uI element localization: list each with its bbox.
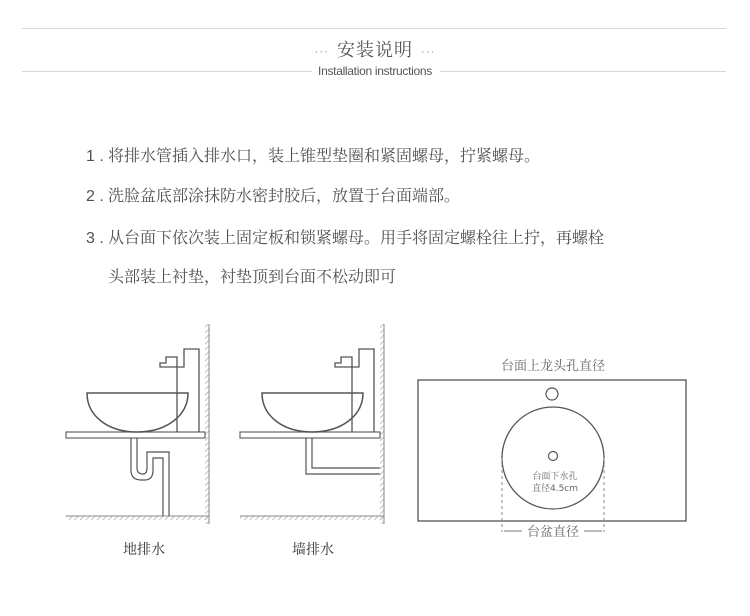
- drain-hole: [549, 452, 558, 461]
- step-number: 1 .: [86, 148, 104, 165]
- faucet-hole-label: 台面上龙头孔直径: [500, 359, 606, 374]
- wall: [205, 324, 209, 524]
- faucet-hole: [546, 388, 558, 400]
- floor: [66, 516, 209, 520]
- basin-diameter-label: 台盆直径: [526, 525, 580, 540]
- countertop-top-view: [418, 358, 686, 540]
- countertop: [66, 432, 205, 438]
- step-text: 洗脸盆底部涂抹防水密封胶后，放置于台面端部。: [108, 186, 461, 205]
- wall: [380, 324, 384, 524]
- step-number: 3 .: [86, 230, 104, 247]
- basin: [87, 393, 188, 432]
- title-dots-left: ···: [314, 44, 329, 59]
- basin: [262, 393, 363, 432]
- drain-hole-label: 台面下水孔: [532, 472, 578, 482]
- step-text: 将排水管插入排水口，装上锥型垫圈和紧固螺母，拧紧螺母。: [108, 146, 541, 165]
- step-text: 头部装上衬垫，衬垫顶到台面不松动即可: [108, 267, 397, 286]
- wall-drain-diagram: [240, 324, 384, 558]
- title-dots-right: ···: [421, 44, 436, 59]
- floor: [240, 516, 384, 520]
- p-trap: [131, 438, 169, 516]
- page-title: 安装说明: [337, 40, 413, 61]
- wall-drain-pipe: [306, 438, 380, 474]
- step-text: 从台面下依次装上固定板和锁紧螺母。用手将固定螺栓往上拧，再螺栓: [108, 228, 605, 247]
- floor-drain-label: 地排水: [123, 542, 165, 558]
- floor-drain-diagram: [66, 324, 209, 558]
- page-subtitle: Installation instructions: [318, 64, 432, 78]
- drain-hole-size: 直径4.5cm: [531, 484, 579, 494]
- wall-drain-label: 墙排水: [292, 542, 334, 558]
- step-number: 2 .: [86, 188, 104, 205]
- countertop: [240, 432, 380, 438]
